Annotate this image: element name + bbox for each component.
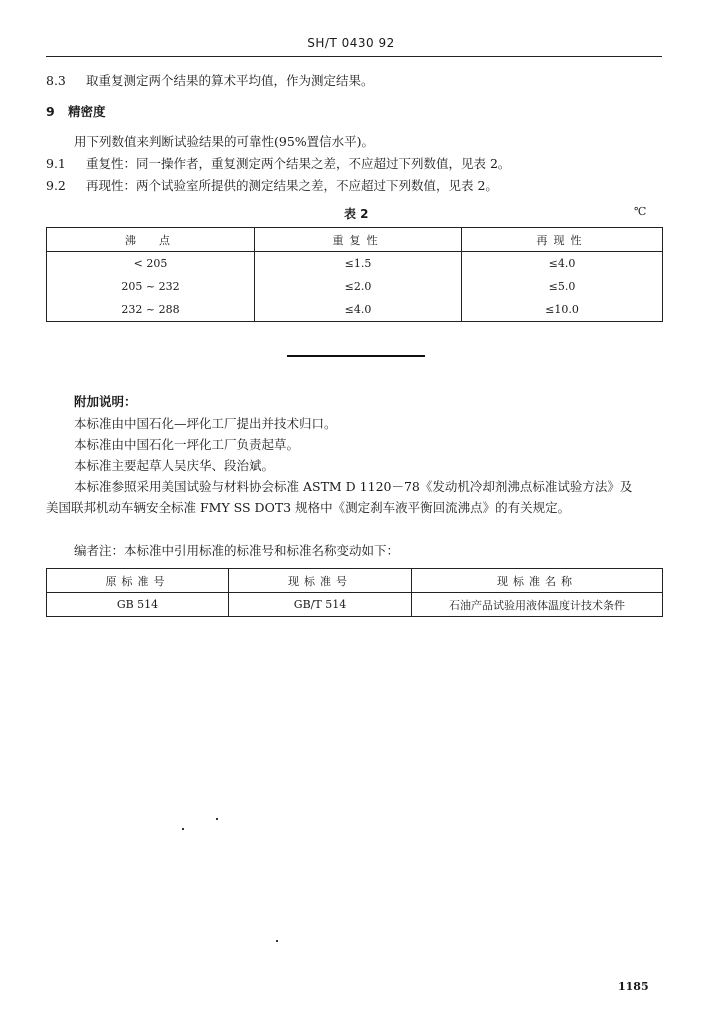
note-line: 本标准主要起草人吴庆华、段治斌。 [74, 458, 275, 473]
section-9-1 [46, 156, 510, 172]
section-number: 9.1 [46, 156, 66, 171]
table-cell: ≤2.0 [255, 275, 462, 298]
table2 [46, 227, 663, 322]
column-header: 原标准号 [47, 569, 229, 593]
table-cell: 石油产品试验用液体温度计技术条件 [412, 593, 663, 617]
table-cell: ≤10.0 [462, 298, 663, 322]
table-cell: ≤5.0 [462, 275, 663, 298]
section-8-3 [46, 73, 374, 89]
table-cell: 205 ~ 232 [47, 275, 255, 298]
section-text: 再现性：两个试验室所提供的测定结果之差，不应超过下列数值，见表 2。 [86, 178, 498, 193]
table-header-row [47, 569, 663, 593]
column-header: 现标准号 [229, 569, 412, 593]
scan-speck [216, 818, 218, 820]
note-line: 本标准由中国石化—坪化工厂提出并技术归口。 [74, 416, 337, 431]
table-row [47, 275, 663, 298]
section-text: 取重复测定两个结果的算术平均值，作为测定结果。 [86, 73, 374, 88]
section-number: 9.2 [46, 178, 66, 193]
scan-speck [182, 828, 184, 830]
section-9-heading [46, 104, 106, 120]
table-row [47, 298, 663, 322]
note-line: 本标准参照采用美国试验与材料协会标准 ASTM D 1120－78《发动机冷却剂沸点标准试验方法》及 [74, 479, 633, 494]
table-header-row [47, 228, 663, 252]
page-number: 1185 [618, 980, 649, 993]
standards-change-table [46, 568, 663, 617]
header-rule [46, 56, 662, 57]
note-line: 美国联邦机动车辆安全标准 FMY SS DOT3 规格中《测定刹车液平衡回流沸点》的有关规定。 [46, 500, 571, 515]
section-text: 重复性：同一操作者，重复测定两个结果之差，不应超过下列数值，见表 2。 [86, 156, 511, 171]
note-line: 本标准由中国石化一坪化工厂负责起草。 [74, 437, 300, 452]
table-cell: GB 514 [47, 593, 229, 617]
table-cell: < 205 [47, 252, 255, 276]
table-cell: ≤1.5 [255, 252, 462, 276]
table-cell: 232 ~ 288 [47, 298, 255, 322]
table2-caption: 表 2 [344, 207, 369, 221]
page-header: SH/T 0430 92 [307, 36, 395, 50]
section-number: 9 [46, 104, 55, 119]
precision-intro: 用下列数值来判断试验结果的可靠性(95%置信水平)。 [74, 134, 375, 149]
table-row [47, 593, 663, 617]
table-row [47, 252, 663, 276]
column-header: 再现性 [462, 228, 663, 252]
notes-title: 附加说明： [74, 394, 137, 409]
table-cell: ≤4.0 [255, 298, 462, 322]
table-cell: GB/T 514 [229, 593, 412, 617]
column-header: 现标准名称 [412, 569, 663, 593]
end-divider [287, 355, 425, 357]
editor-note: 编者注：本标准中引用标准的标准号和标准名称变动如下： [74, 543, 400, 558]
table2-unit: ℃ [634, 205, 647, 218]
section-number: 8.3 [46, 73, 66, 88]
table-cell: ≤4.0 [462, 252, 663, 276]
column-header: 沸 点 [47, 228, 255, 252]
section-9-2 [46, 178, 498, 194]
scan-speck [276, 940, 278, 942]
column-header: 重复性 [255, 228, 462, 252]
section-title: 精密度 [68, 104, 106, 119]
